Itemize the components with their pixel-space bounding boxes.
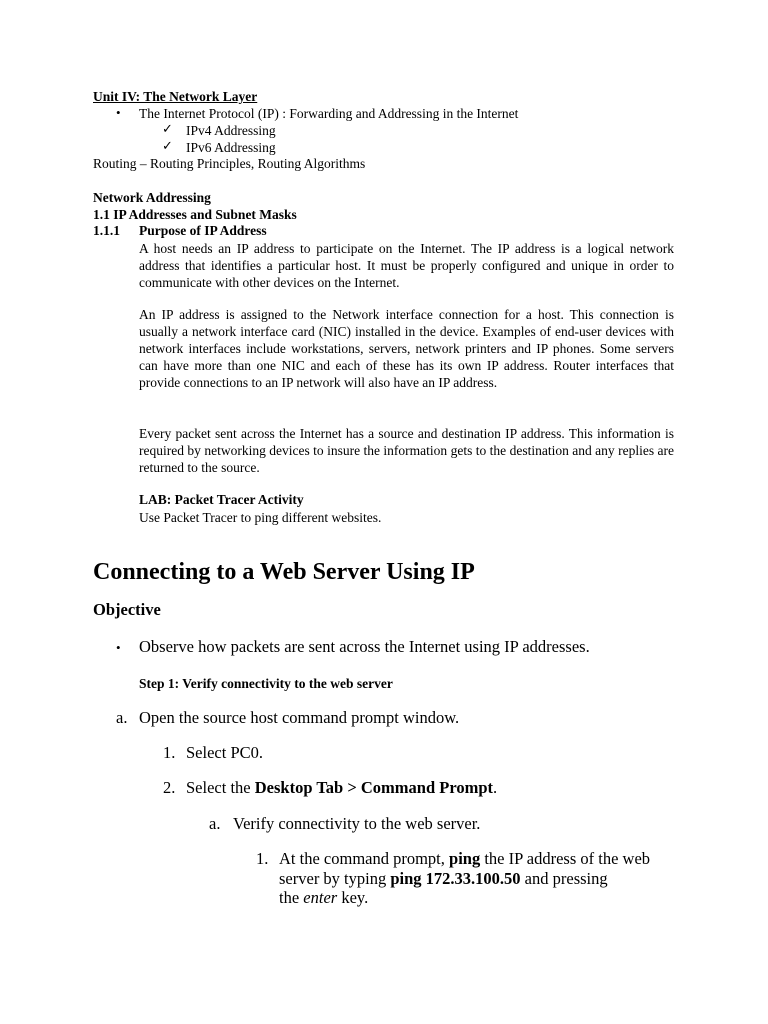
list-item-deep-1-line3 [279,888,368,908]
ping-command: ping 172.33.100.50 [390,869,521,888]
subsubsection-title: Purpose of IP Address [139,223,267,238]
paragraph-3: Every packet sent across the Internet has a source and destination IP address. This information is required by networking devices to insure the information gets to the destination and any replies are returned to the source. [139,426,674,475]
deep1-line3-pre: the [279,888,304,907]
list-marker-sub-a: a. [209,814,221,833]
unit-bullet-text: The Internet Protocol (IP) : Forwarding and Addressing in the Internet [139,106,519,121]
list-marker-2: 2. [163,778,176,797]
deep1-pre: At the command prompt, [279,849,450,868]
lab-activity-title: LAB: Packet Tracer Activity [139,492,304,507]
list-item-a: Open the source host command prompt window. [139,708,460,727]
deep1-line3-post: key. [337,888,369,907]
deep1-line2-post: and pressing [520,869,608,888]
deep1-mid: the IP address of the web [480,849,651,868]
unit-title: Unit IV: The Network Layer [93,89,258,104]
deep1-line2-pre: server by typing [279,869,391,888]
lab-activity-text: Use Packet Tracer to ping different websites. [139,510,382,525]
subsection-heading: 1.1 IP Addresses and Subnet Masks [93,207,297,222]
checkmark-icon: ✓ [162,121,173,136]
list-item-deep-1-line2 [279,869,608,889]
subsubsection-number: 1.1.1 [93,223,120,238]
lab-title: Connecting to a Web Server Using IP [93,559,475,585]
routing-line [93,155,365,172]
section-heading: Network Addressing [93,190,211,205]
step-heading: Step 1: Verify connectivity to the web server [139,676,393,691]
objective-heading: Objective [93,600,161,619]
paragraph-1: A host needs an IP address to participate on the Internet. The IP address is a logical network address that identifies a particular host. It must be properly configured and unique in order to communicate with other devices on the Internet. [139,241,674,290]
objective-item: Observe how packets are sent across the Internet using IP addresses. [139,637,590,656]
enter-key-text: enter [303,888,338,907]
routing-text: Routing Principles, Routing Algorithms [150,156,366,171]
bullet-dot-icon: • [116,105,121,120]
check-item-ipv6: IPv6 Addressing [186,140,276,155]
desktop-command-prompt-path: Desktop Tab > Command Prompt [254,778,494,797]
list-item-deep-1-line1 [279,849,650,869]
list-item-sub-a: Verify connectivity to the web server. [233,814,481,833]
bullet-dot-icon: • [116,640,121,655]
check-item-ipv4: IPv4 Addressing [186,123,276,138]
list-item-2 [186,778,497,798]
list-item-2-post: . [493,778,498,797]
list-marker-deep-1: 1. [256,849,269,868]
list-marker-a: a. [116,708,128,727]
checkmark-icon: ✓ [162,138,173,153]
list-item-1: Select PC0. [186,743,263,762]
routing-dash: Routing – [93,156,151,171]
ping-keyword: ping [449,849,481,868]
list-marker-1: 1. [163,743,176,762]
paragraph-2: An IP address is assigned to the Network interface connection for a host. This connection is usually a network interface card (NIC) installed in the device. Examples of end-user devices with network interfaces include workstations, servers, network printers and IP phones. Some servers can have more than one NIC and each of these has its own IP address. Router interfaces that provide connections to an IP network will also have an IP address. [139,307,674,390]
list-item-2-pre: Select the [186,778,255,797]
